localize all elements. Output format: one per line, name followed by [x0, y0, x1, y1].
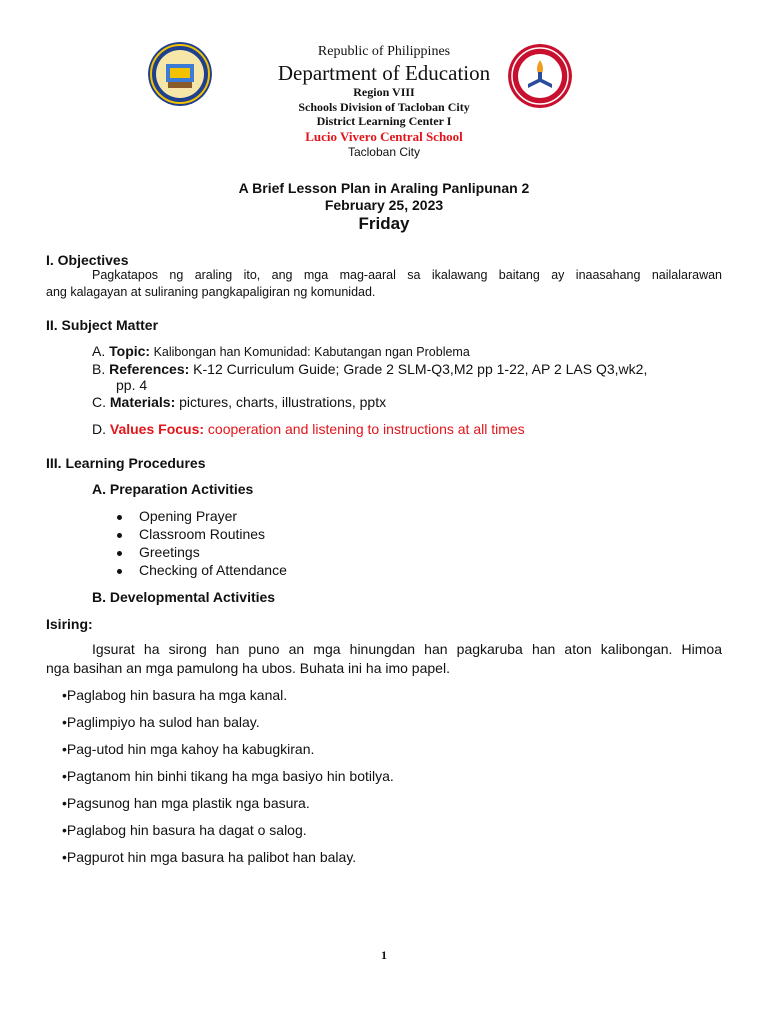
activity-item: •Paglimpiyo ha sulod han balay. [62, 714, 260, 730]
department-title: Department of Education [277, 61, 491, 85]
list-item: Checking of Attendance [139, 562, 287, 578]
activity-item: •Pagpurot hin mga basura ha palibot han balay. [62, 849, 357, 865]
activity-item: •Pag-utod hin mga kahoy ha kabugkiran. [62, 741, 315, 757]
references-prefix: B. [92, 361, 110, 377]
objectives-text-line2: ang kalagayan at suliraning pangkapaligiran ng komunidad. [46, 285, 376, 299]
instructions-line2: nga basihan an mga pamulong ha ubos. Buhata ini ha imo papel. [46, 660, 450, 676]
values-label: Values Focus: [109, 421, 205, 437]
region-line: Region VIII [353, 85, 415, 99]
topic-prefix: A. [92, 343, 110, 359]
list-item: Classroom Routines [139, 526, 266, 542]
district-line: District Learning Center I [316, 114, 452, 128]
references-continued: pp. 4 [116, 377, 148, 393]
values-focus-line [92, 421, 525, 437]
values-prefix: D. [92, 421, 110, 437]
procedures-heading: III. Learning Procedures [46, 455, 206, 471]
plan-day: Friday [358, 214, 410, 233]
materials-value: pictures, charts, illustrations, pptx [175, 394, 387, 410]
page-number: 1 [381, 948, 387, 962]
city-line: Tacloban City [347, 145, 421, 159]
objectives-text-line1: Pagkatapos ng araling ito, ang mga mag-aaral sa ikalawang baitang ay inaasahang nailalarawan [92, 268, 722, 282]
list-item: Opening Prayer [139, 508, 238, 524]
instructions-line1: Igsurat ha sirong han puno an mga hinungdan han pagkaruba han aton kalibongan. Himoa [92, 641, 722, 657]
references-line [92, 361, 647, 377]
isiring-heading: Isiring: [46, 616, 93, 632]
topic-line [92, 343, 470, 359]
bullet-icon [117, 533, 122, 538]
topic-value: Kalibongan han Komunidad: Kabutangan ngan Problema [150, 345, 470, 359]
activity-item: •Paglabog hin basura ha dagat o salog. [62, 822, 307, 838]
developmental-heading: B. Developmental Activities [92, 589, 276, 605]
activity-item: •Paglabog hin basura ha mga kanal. [62, 687, 288, 703]
materials-label: Materials: [109, 394, 176, 410]
school-name: Lucio Vivero Central School [305, 129, 463, 144]
bullet-icon [117, 551, 122, 556]
plan-date: February 25, 2023 [324, 197, 444, 213]
list-item: Greetings [139, 544, 200, 560]
plan-title: A Brief Lesson Plan in Araling Panlipunan 2 [238, 180, 530, 196]
bullet-icon [117, 569, 122, 574]
references-value: K-12 Curriculum Guide; Grade 2 SLM-Q3,M2 pp 1-22, AP 2 LAS Q3,wk2, [189, 361, 648, 377]
values-value: cooperation and listening to instructions at all times [204, 421, 525, 437]
materials-line [92, 394, 386, 410]
republic-line: Republic of Philippines [317, 44, 451, 59]
activity-item: •Pagtanom hin binhi tikang ha mga basiyo hin botilya. [62, 768, 394, 784]
topic-label: Topic: [109, 343, 151, 359]
preparation-heading: A. Preparation Activities [92, 481, 254, 497]
objectives-heading: I. Objectives [46, 252, 129, 268]
bullet-icon [117, 515, 122, 520]
materials-prefix: C. [92, 394, 110, 410]
references-label: References: [109, 361, 190, 377]
subject-matter-heading: II. Subject Matter [46, 317, 159, 333]
activity-item: •Pagsunog han mga plastik nga basura. [62, 795, 310, 811]
division-line: Schools Division of Tacloban City [298, 100, 470, 114]
